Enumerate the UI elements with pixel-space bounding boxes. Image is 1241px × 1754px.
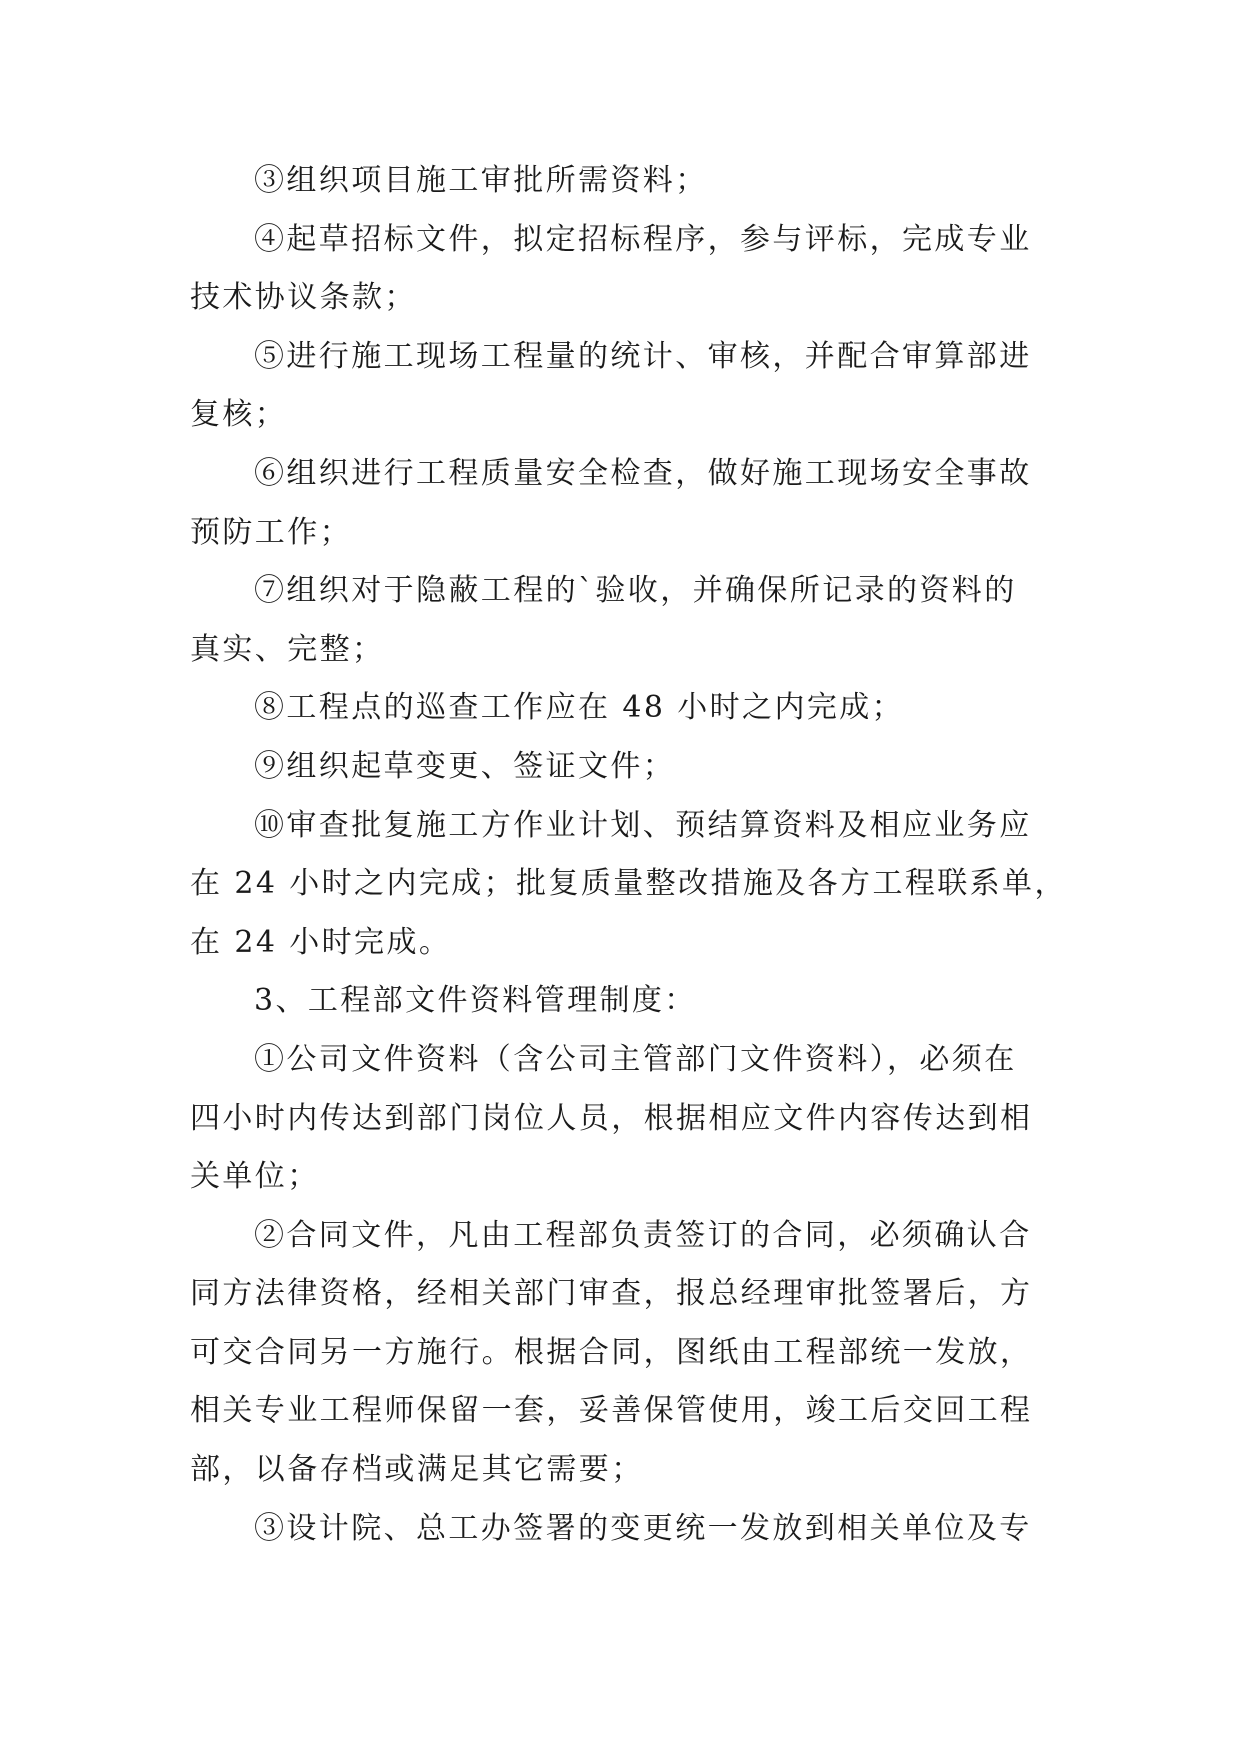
text-line: 可交合同另一方施行。根据合同，图纸由工程部统一发放，	[190, 1334, 1033, 1370]
paragraph-item-7	[190, 562, 1060, 679]
text-line: 预防工作；	[190, 514, 352, 550]
text-line: ②合同文件，凡由工程部负责签订的合同，必须确认合	[254, 1217, 1032, 1253]
text-line: ⑧工程点的巡查工作应在 48 小时之内完成；	[254, 690, 905, 726]
paragraph-item-6	[190, 445, 1060, 562]
text-line: 部，以备存档或满足其它需要；	[190, 1452, 644, 1488]
text-line: ⑥组织进行工程质量安全检查，做好施工现场安全事故	[254, 455, 1032, 491]
text-line: ⑨组织起草变更、签证文件；	[254, 748, 676, 784]
text-line: 技术协议条款；	[190, 280, 417, 316]
text-line: 同方法律资格，经相关部门审查，报总经理审批签署后，方	[190, 1276, 1033, 1312]
text-line: 关单位；	[190, 1159, 320, 1195]
paragraph-sub-2	[190, 1207, 1060, 1500]
paragraph-item-8	[190, 679, 1060, 738]
document-body	[190, 152, 1067, 1558]
paragraph-item-9	[190, 738, 1060, 797]
paragraph-sub-3	[190, 1500, 1060, 1559]
text-line: ①公司文件资料（含公司主管部门文件资料），必须在	[254, 1041, 1017, 1077]
text-line: 在 24 小时之内完成；批复质量整改措施及各方工程联系单，	[190, 866, 1067, 902]
text-line: 3、工程部文件资料管理制度：	[254, 983, 697, 1019]
paragraph-item-3	[190, 152, 1060, 211]
text-line: ⑤进行施工现场工程量的统计、审核，并配合审算部进	[254, 338, 1032, 374]
paragraph-section-3	[190, 972, 1060, 1031]
paragraph-sub-1	[190, 1031, 1060, 1207]
text-line: 复核；	[190, 397, 288, 433]
text-line: 在 24 小时完成。	[190, 924, 452, 960]
paragraph-item-4	[190, 211, 1060, 328]
paragraph-item-5	[190, 328, 1060, 445]
text-line: 四小时内传达到部门岗位人员，根据相应文件内容传达到相	[190, 1100, 1033, 1136]
text-line: ⑦组织对于隐蔽工程的`验收，并确保所记录的资料的	[254, 573, 1017, 609]
text-line: ③组织项目施工审批所需资料；	[254, 163, 708, 198]
text-line: 真实、完整；	[190, 631, 385, 667]
paragraph-item-10	[190, 797, 1067, 973]
text-line: ④起草招标文件，拟定招标程序，参与评标，完成专业	[254, 221, 1032, 257]
text-line: ⑩审查批复施工方作业计划、预结算资料及相应业务应	[254, 807, 1032, 843]
text-line: 相关专业工程师保留一套，妥善保管使用，竣工后交回工程	[190, 1393, 1033, 1429]
text-line: ③设计院、总工办签署的变更统一发放到相关单位及专	[254, 1510, 1032, 1546]
